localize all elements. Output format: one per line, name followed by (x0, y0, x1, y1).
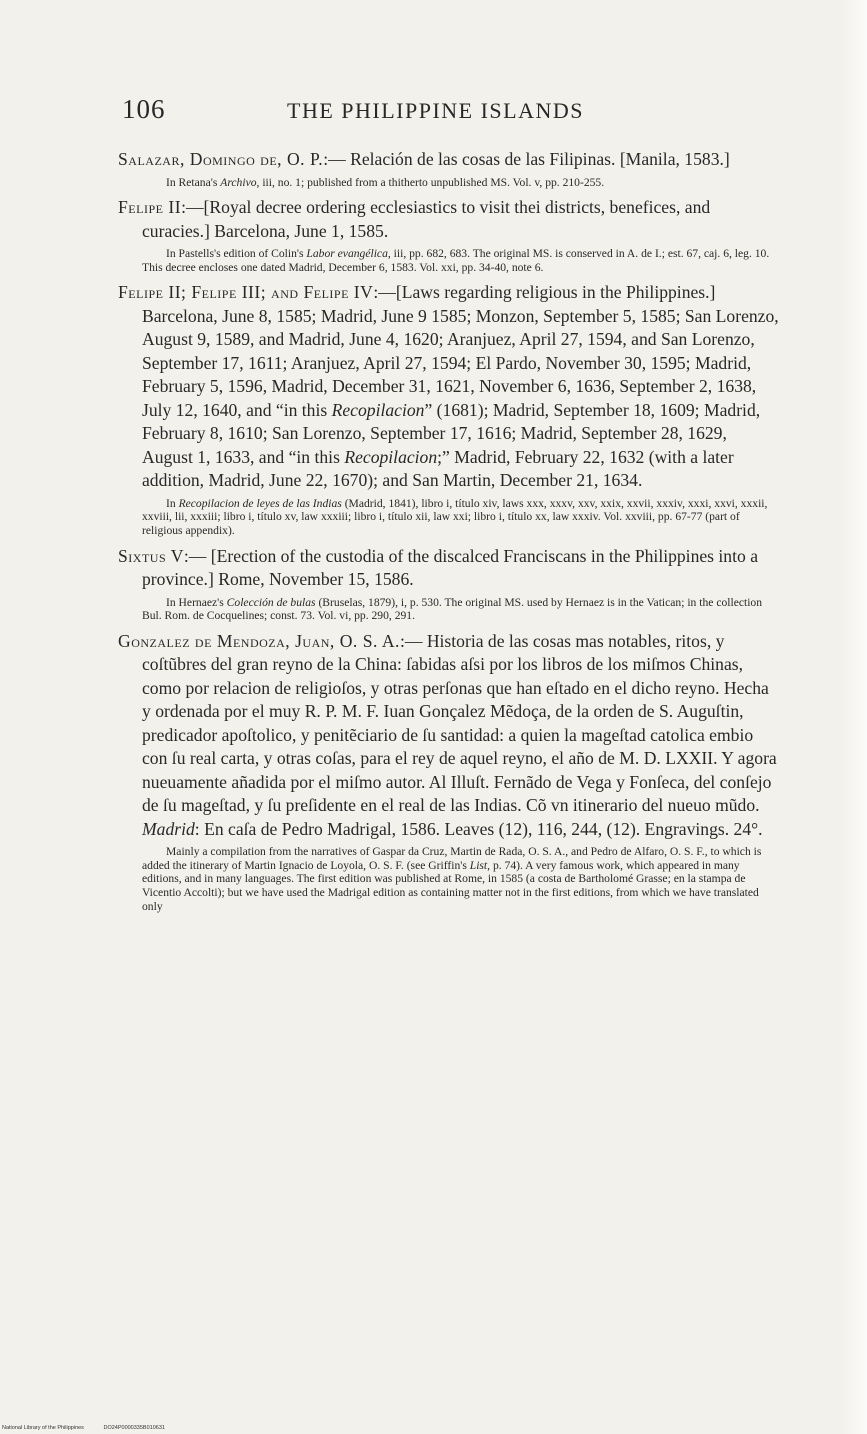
entry-note: In Retana's Archivo, iii, no. 1; published from a thitherto unpublished MS. Vol. v, pp. 210-255. (166, 175, 605, 189)
entry-note: Mainly a compilation from the narratives of Gaspar da Cruz, Martin de Rada, O. S. A., and Pedro de Alfaro, O. S. F., to which is added the itinerary of Martin Ignacio de Loyola, O. S. F. (see Griffin's List, p. 74). A very famous work, which appeared in many editions, and in many languages. The first edition was published at Rome, in 1585 (a costa de Bartholomé Grasse; en la stampa de Vicentio Accolti); but we have used the Madrigal edition as containing matter not in the first editions, from which we have translated only (142, 845, 762, 913)
entry-title: [Erection of the custodia of the discalced Franciscans in the Philippines into a province.] Rome, November 15, 1586. (142, 545, 758, 590)
bibliography-entry: Felipe II:—[Royal decree ordering ecclesiastics to visit thei districts, benefices, and curacies.] Barcelona, June 1, 1585. (118, 197, 711, 241)
entry-author: Gonzalez de Mendoza, Juan, O. S. A. (118, 630, 400, 651)
entry-note: In Hernaez's Colección de bulas (Bruselas, 1879), i, p. 530. The original MS. used by Hernaez is in the Vatican; in the collection Bul. Rom. de Cocquelines; const. 73. Vol. vi, pp. 290, 291. (142, 595, 763, 623)
footer-code: DO24P0000335B010631 (103, 1425, 165, 1431)
bibliography-entry: Felipe II; Felipe III; and Felipe IV:—[Laws regarding religious in the Philippines.] Barcelona, June 8, 1585; Madrid, June 9 1585; Monzon, September 5, 1585; San Lorenzo, August 9, 1589, and Madrid, June 4, 1620; Aranjuez, April 27, 1594, and San Lorenzo, September 17, 1611; Aranjuez, April 27, 1594; El Pardo, November 30, 1595; Madrid, February 5, 1596, Madrid, December 31, 1621, November 6, 1636, September 2, 1638, July 12, 1640, and “in this Recopilacion” (1681); Madrid, September 18, 1609; Madrid, February 8, 1610; San Lorenzo, September 17, 1616; Madrid, September 28, 1629, August 1, 1633, and “in this Recopilacion;” Madrid, February 22, 1632 (with a later addition, Madrid, June 22, 1670); and San Martin, December 21, 1634. (118, 282, 779, 491)
bibliography-entry: Gonzalez de Mendoza, Juan, O. S. A.:— Historia de las cosas mas notables, ritos, y coſtũbres del gran reyno de la China: ſabidas aſsi por los libros de los miſmos Chinas, como por relacion de religioſos, y otras perſonas que han eſtado en el dicho reyno. Hecha y ordenada por el muy R. P. M. F. Iuan Gonçalez Mẽdoça, de la orden de S. Auguſtin, predicador apoſtolico, y penitẽciario de ſu santidad: a quien la mageſtad catolica embio con ſu real carta, y otras coſas, para el rey de aquel reyno, el año de M. D. LXXII. Y agora nueuamente añadida por el miſmo autor. Al Illuſt. Fernãdo de Vega y Fonſeca, del conſejo de ſu mageſtad, y ſu preſidente en el real de las Indias. Cõ vn itinerario del nueuo mũdo. Madrid: En caſa de Pedro Madrigal, 1586. Leaves (12), 116, 244, (12). Engravings. 24°. (118, 630, 777, 839)
entry-title: Relación de las cosas de las Filipinas. [Manila, 1583.] (345, 149, 730, 169)
bibliography-entry: Salazar, Domingo de, O. P.:— Relación de las cosas de las Filipinas. [Manila, 1583.] (118, 149, 730, 169)
bibliography-body (118, 148, 780, 920)
entry-author: Felipe II (118, 197, 182, 218)
entry-note: In Recopilacion de leyes de las Indias (Madrid, 1841), libro i, título xiv, laws xxx, xxxv, xxv, xxix, xxvii, xxxiv, xxxi, xxvi, xxxii, xxviii, lii, xxxiii; libro i, título xv, law xxxiii; libro i, título xii, law xxi; libro i, título xx, law xxxiv. Vol. xxviii, pp. 67-77 (part of religious appendix). (142, 496, 768, 537)
footer-library: National Library of the Philippines (2, 1425, 84, 1431)
scan-footer (2, 1425, 183, 1431)
entry-title: Historia de las cosas mas notables, ritos, y coſtũbres del gran reyno de la China: ſabidas aſsi por los libros de los miſmos Chinas, como por relacion de religioſos, y otras perſonas que han eſtado en el dicho reyno. Hecha y ordenada por el muy R. P. M. F. Iuan Gonçalez Mẽdoça, de la orden de S. Auguſtin, predicador apoſtolico, y penitẽciario de ſu santidad: a quien la mageſtad catolica embio con ſu real carta, y otras coſas, para el rey de aquel reyno, el año de M. D. LXXII. Y agora nueuamente añadida por el miſmo autor. Al Illuſt. Fernãdo de Vega y Fonſeca, del conſejo de ſu mageſtad, y ſu preſidente en el real de las Indias. Cõ vn itinerario del nueuo mũdo. Madrid: En caſa de Pedro Madrigal, 1586. Leaves (12), 116, 244, (12). Engravings. 24°. (142, 630, 777, 839)
running-header (122, 94, 742, 130)
entry-author: Felipe II; Felipe III; and Felipe IV (118, 282, 374, 303)
bibliography-entry: Sixtus V:— [Erection of the custodia of the discalced Franciscans in the Philippines into a province.] Rome, November 15, 1586. (118, 545, 758, 590)
entry-title: [Laws regarding religious in the Philippines.] Barcelona, June 8, 1585; Madrid, June 9 1585; Monzon, September 5, 1585; San Lorenzo, August 9, 1589, and Madrid, June 4, 1620; Aranjuez, April 27, 1594, and San Lorenzo, September 17, 1611; Aranjuez, April 27, 1594; El Pardo, November 30, 1595; Madrid, February 5, 1596, Madrid, December 31, 1621, November 6, 1636, September 2, 1638, July 12, 1640, and “in this Recopilacion” (1681); Madrid, September 18, 1609; Madrid, February 8, 1610; San Lorenzo, September 17, 1616; Madrid, September 28, 1629, August 1, 1633, and “in this Recopilacion;” Madrid, February 22, 1632 (with a later addition, Madrid, June 22, 1670); and San Martin, December 21, 1634. (142, 282, 779, 491)
entry-author: Sixtus V (118, 545, 184, 566)
entry-title: [Royal decree ordering ecclesiastics to visit thei districts, benefices, and curacies.] Barcelona, June 1, 1585. (142, 197, 711, 241)
page-edge-shadow (841, 0, 867, 1434)
entry-author: Salazar, Domingo de, O. P. (118, 149, 324, 169)
running-title: THE PHILIPPINE ISLANDS (287, 98, 584, 123)
page-number: 106 (122, 94, 166, 124)
entry-note: In Pastells's edition of Colin's Labor evangélica, iii, pp. 682, 683. The original MS. is conserved in A. de I.; est. 67, caj. 6, leg. 10. This decree encloses one dated Madrid, December 6, 1583. Vol. xxi, pp. 34-40, note 6. (142, 247, 770, 274)
